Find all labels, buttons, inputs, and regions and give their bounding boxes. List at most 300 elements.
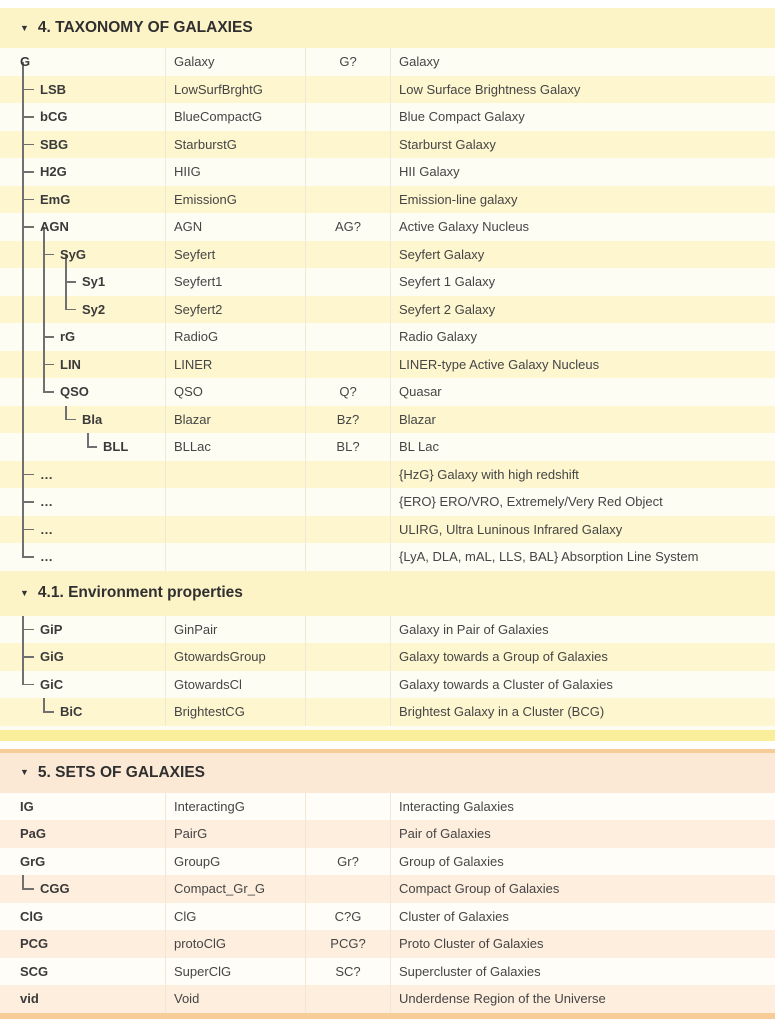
description-cell-text: Pair of Galaxies [399,826,491,842]
tree-connector [87,446,97,448]
description-cell [390,296,775,324]
condition-cell-text: AG? [334,219,361,235]
tree-connector [22,144,34,146]
condition-cell [305,516,390,544]
object-code: AGN [40,219,69,235]
condition-cell [305,406,390,434]
short-name-cell-text: GtowardsCl [174,676,242,692]
short-name-cell-text: Blazar [174,411,211,427]
object-code: … [40,521,53,537]
condition-cell [305,958,390,986]
short-name-cell-text: AGN [174,219,203,235]
tree-connector [22,888,34,890]
description-cell [390,76,775,104]
table-row [0,958,775,986]
condition-cell [305,488,390,516]
table-row [0,516,775,544]
short-name-cell-text: EmissionG [174,191,237,207]
description-cell-text: Radio Galaxy [399,329,478,345]
description-cell-text: Galaxy [399,54,440,70]
tree-connector [22,671,24,685]
tree-connector [43,336,54,338]
table-row [0,378,775,406]
short-name-cell [165,985,305,1013]
short-name-cell [165,186,305,214]
description-cell-text: Interacting Galaxies [399,798,514,814]
description-cell [390,671,775,699]
object-code: Bla [82,411,103,427]
code-cell [0,433,165,461]
description-cell-text: Supercluster of Galaxies [399,963,541,979]
section-4-taxonomy [0,8,775,741]
condition-cell [305,296,390,324]
description-cell [390,848,775,876]
short-name-cell-text: BrightestCG [174,704,245,720]
object-code: GiG [40,649,64,665]
object-code: … [40,494,53,510]
table-row [0,433,775,461]
table-row [0,930,775,958]
table-row [0,643,775,671]
description-cell-text: Active Galaxy Nucleus [399,219,530,235]
collapse-caret-icon: ▼ [20,767,29,777]
code-cell [0,958,165,986]
condition-cell [305,985,390,1013]
tree-connector [22,684,34,686]
table-row [0,671,775,699]
condition-cell [305,543,390,571]
tree-connector [22,656,34,658]
condition-cell [305,875,390,903]
tree-connector [22,351,24,379]
condition-cell-text: G? [339,54,357,70]
table-row [0,48,775,76]
tree-connector [22,199,34,201]
tree-connector [22,296,24,324]
tree-connector [43,268,45,296]
object-code: Sy1 [82,274,106,290]
short-name-cell [165,323,305,351]
short-name-cell [165,76,305,104]
description-cell [390,461,775,489]
code-cell [0,323,165,351]
tree-connector [22,378,24,406]
tree-connector [22,556,34,558]
object-code: G [20,54,31,70]
description-cell [390,268,775,296]
tree-connector [65,296,67,310]
tree-connector [22,529,34,531]
short-name-cell [165,241,305,269]
short-name-cell-text: InteractingG [174,798,245,814]
description-cell-text: Seyfert 1 Galaxy [399,274,496,290]
table-row [0,213,775,241]
table-row [0,186,775,214]
tree-connector [43,254,54,256]
condition-cell [305,241,390,269]
table-row [0,903,775,931]
condition-cell [305,793,390,821]
condition-cell [305,903,390,931]
tree-connector [22,474,34,476]
code-cell [0,186,165,214]
code-cell [0,543,165,571]
condition-cell [305,643,390,671]
table-row [0,820,775,848]
object-code: H2G [40,164,67,180]
short-name-cell [165,488,305,516]
code-cell [0,848,165,876]
code-cell [0,793,165,821]
short-name-cell-text: PairG [174,826,208,842]
description-cell [390,186,775,214]
tree-connector [65,419,76,421]
short-name-cell-text: Seyfert2 [174,301,223,317]
description-cell-text: Underdense Region of the Universe [399,991,606,1007]
short-name-cell [165,848,305,876]
short-name-cell [165,378,305,406]
object-code: LSB [40,81,66,97]
description-cell-text: Brightest Galaxy in a Cluster (BCG) [399,704,605,720]
short-name-cell [165,131,305,159]
object-code: SyG [60,246,87,262]
description-cell [390,131,775,159]
short-name-cell [165,296,305,324]
short-name-cell-text: Compact_Gr_G [174,881,266,897]
collapse-caret-icon: ▼ [20,22,29,33]
short-name-cell [165,461,305,489]
short-name-cell-text: GroupG [174,853,221,869]
table-row [0,268,775,296]
object-taxonomy-page [0,8,775,1019]
object-code: Sy2 [82,301,106,317]
short-name-cell [165,671,305,699]
section-4-1-header[interactable] [0,571,775,616]
description-cell-text: HII Galaxy [399,164,460,180]
condition-cell [305,268,390,296]
condition-cell [305,76,390,104]
section-5-end-bar [0,1013,775,1019]
tree-connector [65,406,67,420]
short-name-cell-text: SuperClG [174,963,232,979]
section-4-title: 4. TAXONOMY OF GALAXIES [37,19,253,36]
description-cell-text: Galaxy towards a Group of Galaxies [399,649,608,665]
table-row [0,241,775,269]
table-row [0,698,775,726]
description-cell-text: Galaxy in Pair of Galaxies [399,621,549,637]
code-cell [0,820,165,848]
tree-connector [22,543,24,557]
table-row [0,488,775,516]
condition-cell-text: C?G [334,908,362,924]
table-row [0,103,775,131]
tree-connector [22,171,34,173]
description-cell-text: ULIRG, Ultra Luninous Infrared Galaxy [399,521,623,537]
code-cell [0,48,165,76]
description-cell-text: Seyfert Galaxy [399,246,485,262]
tree-connector [22,875,24,889]
condition-cell [305,671,390,699]
tree-connector [65,309,76,311]
section-4-1-title: 4.1. Environment properties [37,584,243,601]
condition-cell-text: Gr? [337,853,359,869]
short-name-cell-text: protoClG [174,936,227,952]
tree-connector [22,268,24,296]
description-cell-text: {LyA, DLA, mAL, LLS, BAL} Absorption Line System [399,549,699,565]
code-cell [0,698,165,726]
tree-connector [22,323,24,351]
condition-cell [305,323,390,351]
short-name-cell [165,930,305,958]
condition-cell-text: Bz? [336,411,360,427]
short-name-cell-text: StarburstG [174,136,237,152]
collapse-caret-icon: ▼ [20,587,29,598]
short-name-cell [165,616,305,644]
code-cell [0,351,165,379]
tree-connector [22,116,34,118]
condition-cell [305,848,390,876]
description-cell-text: Emission-line galaxy [399,191,518,207]
table-row [0,351,775,379]
tree-connector [22,241,24,269]
tree-connector [22,433,24,461]
tree-connector [87,433,89,447]
short-name-cell [165,48,305,76]
description-cell-text: {ERO} ERO/VRO, Extremely/Very Red Object [399,494,663,510]
section-gap [0,741,775,749]
condition-cell [305,131,390,159]
object-code: GrG [20,853,46,869]
description-cell [390,958,775,986]
object-code: BiC [60,704,83,720]
description-cell [390,488,775,516]
description-cell-text: Cluster of Galaxies [399,908,509,924]
object-code: PCG [20,936,49,952]
table-row [0,76,775,104]
description-cell [390,698,775,726]
object-code: vid [20,991,39,1007]
short-name-cell [165,351,305,379]
condition-cell [305,698,390,726]
description-cell-text: LINER-type Active Galaxy Nucleus [399,356,600,372]
condition-cell [305,103,390,131]
tree-connector [22,501,34,503]
description-cell [390,406,775,434]
short-name-cell [165,213,305,241]
short-name-cell-text: GtowardsGroup [174,649,266,665]
short-name-cell-text: HIIG [174,164,201,180]
section-5-rows [0,793,775,1013]
section-5-title: 5. SETS OF GALAXIES [37,763,206,781]
tree-connector [43,698,45,712]
object-code: PaG [20,826,47,842]
description-cell-text: Blue Compact Galaxy [399,109,525,125]
object-code: SCG [20,963,49,979]
tree-connector [22,89,34,91]
object-code: IG [20,798,34,814]
description-cell-text: {HzG} Galaxy with high redshift [399,466,579,482]
table-row [0,985,775,1013]
description-cell [390,48,775,76]
condition-cell-text: Q? [339,384,357,400]
table-row [0,543,775,571]
short-name-cell-text: QSO [174,384,203,400]
table-row [0,848,775,876]
code-cell [0,516,165,544]
code-cell [0,241,165,269]
short-name-cell [165,698,305,726]
object-code: CGG [40,881,70,897]
tree-connector [43,378,45,392]
section-5-sets [0,749,775,1019]
table-row [0,323,775,351]
description-cell [390,616,775,644]
short-name-cell-text: Galaxy [174,54,215,70]
section-5-header[interactable] [0,753,775,793]
short-name-cell-text: Seyfert [174,246,216,262]
table-row [0,875,775,903]
description-cell-text: Galaxy towards a Cluster of Galaxies [399,676,613,692]
short-name-cell [165,543,305,571]
description-cell [390,793,775,821]
description-cell-text: Quasar [399,384,442,400]
object-code: QSO [60,384,89,400]
code-cell [0,643,165,671]
short-name-cell [165,268,305,296]
tree-connector [43,391,54,393]
condition-cell [305,48,390,76]
short-name-cell [165,958,305,986]
condition-cell-text: BL? [336,439,360,455]
table-row [0,296,775,324]
description-cell-text: Starburst Galaxy [399,136,496,152]
object-code: SBG [40,136,69,152]
description-cell [390,930,775,958]
code-cell [0,158,165,186]
condition-cell-text: PCG? [330,936,366,952]
section-4-1-rows [0,616,775,726]
code-cell [0,671,165,699]
table-row [0,793,775,821]
condition-cell-text: SC? [335,963,361,979]
description-cell [390,158,775,186]
description-cell-text: Blazar [399,411,436,427]
description-cell-text: Low Surface Brightness Galaxy [399,81,581,97]
short-name-cell [165,903,305,931]
table-row [0,616,775,644]
object-code: BLL [103,439,129,455]
short-name-cell-text: BLLac [174,439,211,455]
short-name-cell [165,103,305,131]
short-name-cell [165,875,305,903]
code-cell [0,875,165,903]
code-cell [0,268,165,296]
code-cell [0,616,165,644]
code-cell [0,103,165,131]
description-cell [390,820,775,848]
tree-connector [22,226,34,228]
description-cell [390,875,775,903]
section-4-header[interactable] [0,8,775,48]
code-cell [0,985,165,1013]
condition-cell [305,158,390,186]
description-cell [390,213,775,241]
code-cell [0,488,165,516]
description-cell [390,643,775,671]
short-name-cell [165,793,305,821]
short-name-cell-text: BlueCompactG [174,109,263,125]
short-name-cell [165,643,305,671]
object-code: ClG [20,908,44,924]
description-cell [390,903,775,931]
description-cell [390,378,775,406]
short-name-cell-text: LowSurfBrghtG [174,81,263,97]
condition-cell [305,351,390,379]
object-code: EmG [40,191,71,207]
tree-connector [43,296,45,324]
condition-cell [305,930,390,958]
condition-cell [305,820,390,848]
object-code: GiP [40,621,63,637]
section-4-rows [0,48,775,571]
condition-cell [305,433,390,461]
short-name-cell-text: RadioG [174,329,219,345]
condition-cell [305,378,390,406]
table-row [0,461,775,489]
short-name-cell-text: ClG [174,908,197,924]
object-code: rG [60,329,76,345]
description-cell-text: Group of Galaxies [399,853,504,869]
description-cell-text: Proto Cluster of Galaxies [399,936,544,952]
table-row [0,406,775,434]
short-name-cell-text: GinPair [174,621,218,637]
tree-connector [43,364,54,366]
code-cell [0,213,165,241]
short-name-cell [165,820,305,848]
short-name-cell [165,516,305,544]
description-cell [390,543,775,571]
description-cell [390,103,775,131]
short-name-cell [165,406,305,434]
code-cell [0,461,165,489]
short-name-cell [165,158,305,186]
condition-cell [305,213,390,241]
object-code: … [40,466,53,482]
description-cell [390,241,775,269]
code-cell [0,296,165,324]
short-name-cell-text: Seyfert1 [174,274,223,290]
code-cell [0,76,165,104]
description-cell-text: Seyfert 2 Galaxy [399,301,496,317]
code-cell [0,406,165,434]
description-cell-text: BL Lac [399,439,439,455]
table-row [0,131,775,159]
code-cell [0,903,165,931]
condition-cell [305,461,390,489]
short-name-cell [165,433,305,461]
code-cell [0,131,165,159]
code-cell [0,378,165,406]
tree-connector [22,629,34,631]
short-name-cell-text: LINER [174,356,213,372]
object-code: bCG [40,109,68,125]
condition-cell [305,186,390,214]
description-cell [390,985,775,1013]
code-cell [0,930,165,958]
condition-cell [305,616,390,644]
tree-connector [65,281,76,283]
object-code: GiC [40,676,64,692]
